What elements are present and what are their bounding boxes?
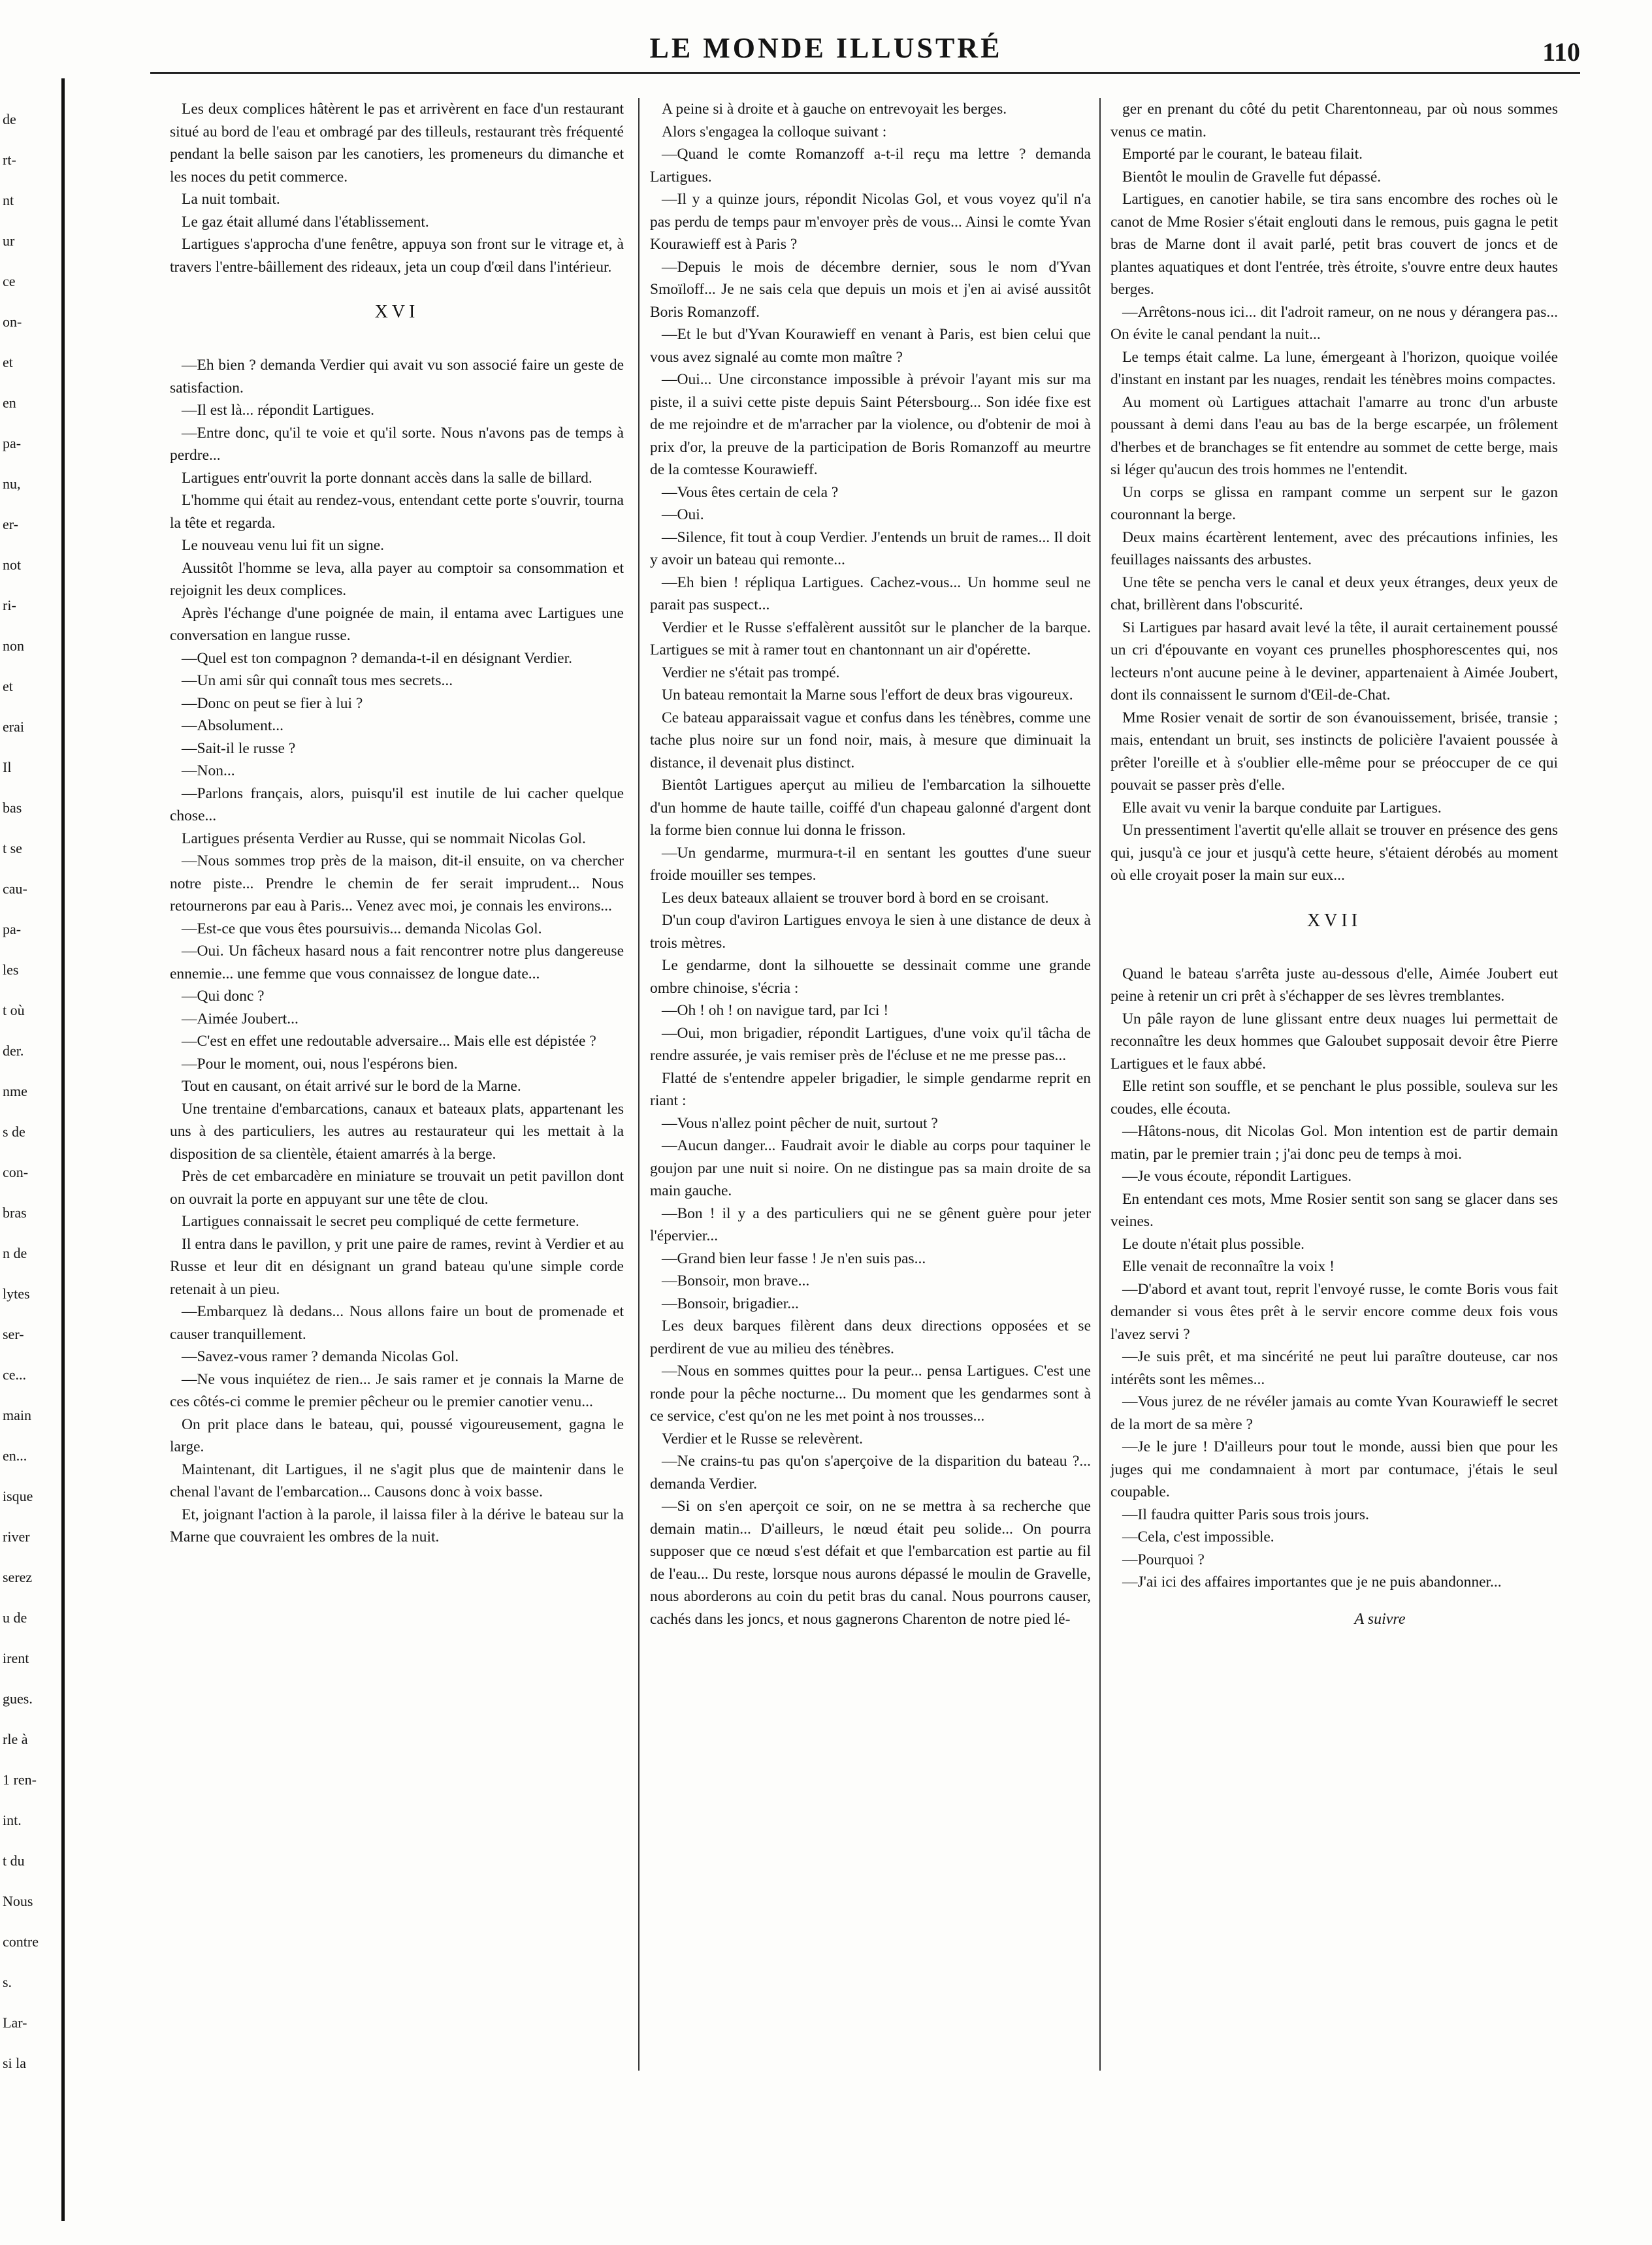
margin-fragment: nt <box>3 192 14 208</box>
header-rule <box>150 72 1580 74</box>
paragraph: Mme Rosier venait de sortir de son évanouissement, brisée, transie ; mais, entendant un bruit, ses instincts de policière l'avaient poussée à prêter l'oreille et à s'oublier elle-même pour se préoccuper de ce qui pouvait se passer près d'elle. <box>1110 709 1558 794</box>
paragraph: Un corps se glissa en rampant comme un serpent sur le gazon couronnant la berge. <box>1110 483 1558 523</box>
margin-fragment: nme <box>3 1083 27 1099</box>
margin-fragment: pa- <box>3 921 22 937</box>
paragraph: —Grand bien leur fasse ! Je n'en suis pas... <box>662 1250 926 1267</box>
margin-fragment: et <box>3 354 13 370</box>
margin-fragment: der. <box>3 1042 24 1059</box>
paragraph: Elle retint son souffle, et se penchant le plus possible, souleva sur les coudes, elle écouta. <box>1110 1078 1558 1118</box>
paragraph: —Vous jurez de ne révéler jamais au comte Yvan Kourawieff le secret de la mort de sa mère ? <box>1110 1393 1558 1433</box>
paragraph: Le gendarme, dont la silhouette se dessinait comme une grande ombre chinoise, s'écria : <box>650 957 1091 997</box>
margin-fragment: er- <box>3 516 18 532</box>
paragraph: Au moment où Lartigues attachait l'amarre au tronc d'un arbuste poussant à demi dans l'eau au bas de la berge escarpée, un frôlement d'herbes et de branchages se fit entendre au sommet de cette berge, mais si léger qu'aucun des trois hommes ne l'entendit. <box>1110 393 1558 478</box>
margin-fragment: ce <box>3 273 16 289</box>
margin-fragment: s. <box>3 1974 12 1990</box>
paragraph: —Entre donc, qu'il te voie et qu'il sorte. Nous n'avons pas de temps à perdre... <box>170 424 624 464</box>
paragraph: Flatté de s'entendre appeler brigadier, le simple gendarme reprit en riant : <box>650 1069 1091 1109</box>
margin-fragment: t se <box>3 840 22 856</box>
paragraph: Emporté par le courant, le bateau filait. <box>1122 146 1363 163</box>
paragraph: —Donc on peut se fier à lui ? <box>182 694 363 712</box>
paragraph: —Il est là... répondit Lartigues. <box>182 402 374 419</box>
paragraph: —Bonsoir, brigadier... <box>662 1295 799 1312</box>
margin-fragment: main <box>3 1407 31 1423</box>
paragraph: —Bon ! il y a des particuliers qui ne se gênent guère pour jeter l'épervier... <box>650 1204 1091 1244</box>
paragraph: —Arrêtons-nous ici... dit l'adroit rameur, on ne nous y dérangera pas... On évite le canal pendant la nuit... <box>1110 303 1558 343</box>
paragraph: En entendant ces mots, Mme Rosier sentit son sang se glacer dans ses veines. <box>1110 1190 1558 1230</box>
paragraph: —Pourquoi ? <box>1122 1551 1205 1568</box>
chapter-heading: XVII <box>1306 910 1362 931</box>
paragraph: Lartigues, en canotier habile, se tira sans encombre des roches où le canot de Mme Rosier s'était englouti dans le remous, puis gagna le petit bras de Marne dont il avait parlé, petit bras couvert de joncs et de plantes aquatiques et dont l'entrée, très étroite, s'ouvre entre deux hautes berges. <box>1110 191 1558 298</box>
paragraph: —Oui... Une circonstance impossible à prévoir l'ayant mis sur ma piste, il a suivi cette piste depuis Saint Pétersbourg... Son idée fixe est de me rejoindre et de m'arracher par la violence, ou d'obtenir de moi à prix d'or, la preuve de la participation de Boris Romanzoff au meurtre de la comtesse Kourawieff. <box>650 371 1091 478</box>
margin-fragment: Lar- <box>3 2014 27 2031</box>
margin-fragment: con- <box>3 1164 29 1180</box>
paragraph: Bientôt Lartigues aperçut au milieu de l'embarcation la silhouette d'un homme de haute taille, coiffé d'un chapeau galonné d'argent dont la forme bien connue lui donna le frisson. <box>650 777 1091 839</box>
binding-edge <box>61 78 65 2221</box>
paragraph: —Est-ce que vous êtes poursuivis... demanda Nicolas Gol. <box>182 920 542 937</box>
paragraph: —Aucun danger... Faudrait avoir le diable au corps pour taquiner le goujon par une nuit si noire. On ne distingue pas sa main droite de sa main gauche. <box>650 1137 1091 1199</box>
margin-fragment: contre <box>3 1933 39 1950</box>
paragraph: —J'ai ici des affaires importantes que je ne puis abandonner... <box>1122 1574 1502 1591</box>
paragraph: —Nous en sommes quittes pour la peur... pensa Lartigues. C'est une ronde pour la pêche nocturne... Du moment que les gendarmes sont à ce service, c'est qu'on ne les met point à nos trousses... <box>650 1363 1091 1425</box>
paragraph: Les deux barques filèrent dans deux directions opposées et se perdirent de vue au milieu des ténèbres. <box>650 1317 1091 1357</box>
paragraph: Il entra dans le pavillon, y prit une paire de rames, revint à Verdier et au Russe et leur dit en désignant un grand bateau qu'une simple corde retenait à un pieu. <box>170 1235 624 1298</box>
paragraph: Verdier et le Russe s'effalèrent aussitôt sur le plancher de la barque. Lartigues se mit à ramer tout en chantonnant un air d'opérette. <box>650 619 1091 658</box>
paragraph: —Eh bien ? demanda Verdier qui avait vu son associé faire un geste de satisfaction. <box>170 357 624 396</box>
paragraph: Un pâle rayon de lune glissant entre deux nuages lui permettait de reconnaître les deux hommes que Galoubet supposait devoir être Pierre Lartigues et le faux abbé. <box>1110 1010 1558 1073</box>
paragraph: —Sait-il le russe ? <box>182 739 296 757</box>
paragraph: Maintenant, dit Lartigues, il ne s'agit plus que de maintenir dans le chenal l'avant de l'embarcation... Causons donc à voix basse. <box>170 1461 624 1500</box>
margin-fragment: t du <box>3 1852 25 1869</box>
margin-fragment: ser- <box>3 1326 24 1342</box>
margin-fragment: gues. <box>3 1690 33 1707</box>
paragraph: —Depuis le mois de décembre dernier, sous le nom d'Yvan Smoïloff... Je ne sais cela que depuis un mois et j'en ai avisé aussitôt Boris Romanzoff. <box>650 258 1091 321</box>
paragraph: —Silence, fit tout à coup Verdier. J'entends un bruit de rames... Il doit y avoir un bateau qui remonte... <box>650 528 1091 568</box>
margin-fragment: river <box>3 1528 30 1545</box>
paragraph: Deux mains écartèrent lentement, avec des précautions infinies, les feuillages naissants des arbustes. <box>1110 528 1558 568</box>
margin-fragment: les <box>3 961 19 978</box>
paragraph: A peine si à droite et à gauche on entrevoyait les berges. <box>662 101 1007 118</box>
paragraph: On prit place dans le bateau, qui, poussé vigoureusement, gagna le large. <box>170 1415 624 1455</box>
margin-fragment: bas <box>3 799 22 816</box>
margin-fragment: t où <box>3 1002 25 1018</box>
paragraph: Aussitôt l'homme se leva, alla payer au comptoir sa consommation et rejoignit les deux complices. <box>170 559 624 599</box>
margin-fragment: s de <box>3 1123 25 1140</box>
paragraph: Près de cet embarcadère en miniature se trouvait un petit pavillon dont on ouvrait la porte en appuyant sur une tête de clou. <box>170 1168 624 1208</box>
paragraph: —Vous êtes certain de cela ? <box>662 483 839 501</box>
article-column-3 <box>1110 98 1558 1628</box>
paragraph: Elle avait vu venir la barque conduite par Lartigues. <box>1122 799 1442 816</box>
margin-fragment: cau- <box>3 880 27 897</box>
margin-fragment: en... <box>3 1447 27 1464</box>
paragraph: Lartigues présenta Verdier au Russe, qui se nommait Nicolas Gol. <box>182 830 586 847</box>
paragraph: Et, joignant l'action à la parole, il laissa filer à la dérive le bateau sur la Marne que couvraient les ombres de la nuit. <box>170 1506 624 1545</box>
paragraph: Un pressentiment l'avertit qu'elle allait se trouver en présence des gens qui, jusqu'à ce jour et jusqu'à cette heure, s'étaient dérobés au moment où elle croyait poser la main sur eux... <box>1110 822 1558 884</box>
margin-fragment: serez <box>3 1569 33 1585</box>
paragraph: —Un gendarme, murmura-t-il en sentant les gouttes d'une sueur froide mouiller ses tempes. <box>650 844 1091 884</box>
paragraph: —Oui, mon brigadier, répondit Lartigues, d'une voix qu'il tâcha de rendre assurée, je vais remiser près de l'écluse et ne me presse pas... <box>650 1024 1091 1064</box>
paragraph: —Je suis prêt, et ma sincérité ne peut lui paraître douteuse, car nos intérêts sont les mêmes... <box>1110 1348 1558 1388</box>
paragraph: —C'est en effet une redoutable adversaire... Mais elle est dépistée ? <box>182 1033 596 1050</box>
margin-fragment: si la <box>3 2055 27 2071</box>
paragraph: Si Lartigues par hasard avait levé la tête, il aurait certainement poussé un cri d'épouvante en voyant ces prunelles phosphorescentes qui, nos lecteurs n'ont aucune peine à le deviner, appartenaient à Aimée Joubert, dont ils connaissent le surnom d'Œil-de-Chat. <box>1110 619 1558 703</box>
paragraph: —Absolument... <box>182 717 284 734</box>
paragraph: —Vous n'allez point pêcher de nuit, surtout ? <box>662 1114 938 1132</box>
page-number: 110 <box>1542 37 1580 67</box>
paragraph: —Quand le comte Romanzoff a-t-il reçu ma lettre ? demanda Lartigues. <box>650 146 1091 186</box>
to-be-continued: A suivre <box>1354 1610 1406 1628</box>
margin-fragment: ce... <box>3 1366 27 1383</box>
paragraph: —Oui. <box>662 506 704 523</box>
paragraph: Lartigues s'approcha d'une fenêtre, appuya son front sur le vitrage et, à travers l'entre-bâillement des rideaux, jeta un coup d'œil dans l'intérieur. <box>170 236 624 276</box>
paragraph: —Il faudra quitter Paris sous trois jours. <box>1122 1506 1369 1523</box>
margin-fragment: int. <box>3 1812 22 1828</box>
paragraph: Lartigues connaissait le secret peu compliqué de cette fermeture. <box>182 1213 579 1230</box>
paragraph: Alors s'engagea la colloque suivant : <box>662 123 887 140</box>
paragraph: —Hâtons-nous, dit Nicolas Gol. Mon intention est de partir demain matin, par le premier train ; j'ai donc peu de temps à moi. <box>1110 1123 1558 1163</box>
article-column-1 <box>170 98 624 1549</box>
column-rule-2 <box>1099 98 1101 2071</box>
paragraph: —Il y a quinze jours, répondit Nicolas Gol, et vous voyez qu'il n'a pas perdu de temps paur m'envoyer près de vous... Ainsi le comte Yvan Kourawieff est à Paris ? <box>650 191 1091 253</box>
paragraph: —Qui donc ? <box>182 988 265 1005</box>
column-rule-1 <box>638 98 640 2071</box>
article-column-2 <box>650 98 1091 1630</box>
paragraph: —Ne crains-tu pas qu'on s'aperçoive de la disparition du bateau ?... demanda Verdier. <box>650 1453 1091 1493</box>
paragraph: —Oui. Un fâcheux hasard nous a fait rencontrer notre plus dangereuse ennemie... une femme que vous connaissez de longue date... <box>170 943 624 982</box>
margin-fragment: ri- <box>3 597 16 613</box>
paragraph: —Ne vous inquiétez de rien... Je sais ramer et je connais la Marne de ces côtés-ci comme le premier pêcheur ou le premier canotier venu... <box>170 1370 624 1410</box>
margin-fragment: de <box>3 111 16 127</box>
paragraph: ger en prenant du côté du petit Charentonneau, par où nous sommes venus ce matin. <box>1110 101 1558 140</box>
chapter-heading: XVI <box>374 302 419 322</box>
margin-fragment: u de <box>3 1609 27 1626</box>
paragraph: La nuit tombait. <box>182 191 280 208</box>
margin-fragment: nu, <box>3 476 21 492</box>
margin-fragment: ur <box>3 233 15 249</box>
margin-fragment: irent <box>3 1650 29 1666</box>
paragraph: —Parlons français, alors, puisqu'il est inutile de lui cacher quelque chose... <box>170 784 624 824</box>
paragraph: L'homme qui était au rendez-vous, entendant cette porte s'ouvrir, tourna la tête et regarda. <box>170 492 624 532</box>
paragraph: Le nouveau venu lui fit un signe. <box>182 537 384 554</box>
adjacent-page-fragment <box>0 111 59 2136</box>
masthead-title: LE MONDE ILLUSTRÉ <box>649 32 1003 64</box>
paragraph: —Un ami sûr qui connaît tous mes secrets... <box>182 672 453 689</box>
paragraph: Le gaz était allumé dans l'établissement. <box>182 213 429 231</box>
paragraph: Quand le bateau s'arrêta juste au-dessous d'elle, Aimée Joubert eut peine à retenir un cri prêt à s'échapper de ses lèvres tremblantes. <box>1110 965 1558 1005</box>
paragraph: —Cela, c'est impossible. <box>1122 1528 1274 1545</box>
paragraph: Un bateau remontait la Marne sous l'effort de deux bras vigoureux. <box>662 686 1073 703</box>
paragraph: —Et le but d'Yvan Kourawieff en venant à Paris, est bien celui que vous avez signalé au comte mon maître ? <box>650 326 1091 366</box>
paragraph: Une tête se pencha vers le canal et deux yeux étranges, deux yeux de chat, brillèrent dans l'obscurité. <box>1110 573 1558 613</box>
paragraph: —Je le jure ! D'ailleurs pour tout le monde, aussi bien que pour les juges qui me condamnaient à mort par contumace, j'étais le seul coupable. <box>1110 1438 1558 1500</box>
paragraph: Une trentaine d'embarcations, canaux et bateaux plats, appartenant les uns à des particuliers, les autres au restaurateur qui les mettait à la disposition de sa clientèle, étaient amarrés à la berge. <box>170 1100 624 1163</box>
paragraph: —Embarquez là dedans... Nous allons faire un bout de promenade et causer tranquillement. <box>170 1303 624 1343</box>
paragraph: —Si on s'en aperçoit ce soir, on ne se mettra à sa recherche que demain matin... D'ailleurs, le nœud était peu solide... On pourra supposer que ce nœud s'est défait et que l'embarcation est partie au fil de l'eau... Du reste, lorsque nous aurons dépassé le moulin de Gravelle, nous aborderons au coin du petit bras du canal. Nous pourrons causer, cachés dans les joncs, et nous gagnerons Charenton de notre pied lé- <box>650 1498 1091 1628</box>
margin-fragment: isque <box>3 1488 33 1504</box>
margin-fragment: lytes <box>3 1285 30 1302</box>
margin-fragment: rle à <box>3 1731 28 1747</box>
paragraph: —Savez-vous ramer ? demanda Nicolas Gol. <box>182 1348 459 1365</box>
paragraph: —Aimée Joubert... <box>182 1010 299 1027</box>
margin-fragment: en <box>3 395 16 411</box>
paragraph: —Oh ! oh ! on navigue tard, par Ici ! <box>662 1002 889 1019</box>
margin-fragment: et <box>3 678 13 694</box>
margin-fragment: not <box>3 557 22 573</box>
margin-fragment: Il <box>3 759 12 775</box>
paragraph: Après l'échange d'une poignée de main, il entama avec Lartigues une conversation en langue russe. <box>170 604 624 644</box>
margin-fragment: bras <box>3 1204 27 1221</box>
margin-fragment: non <box>3 638 24 654</box>
paragraph: —Nous sommes trop près de la maison, dit-il ensuite, on va chercher notre piste... Prendre le chemin de fer serait imprudent... Nous retournerons par eau à Paris... Venez avec moi, je connais les environs... <box>170 852 624 914</box>
paragraph: Les deux bateaux allaient se trouver bord à bord en se croisant. <box>662 889 1049 907</box>
paragraph: Le temps était calme. La lune, émergeant à l'horizon, quoique voilée d'instant en instant par les nuages, rendait les ténèbres moins compactes. <box>1110 348 1558 388</box>
paragraph: Elle venait de reconnaître la voix ! <box>1122 1258 1335 1275</box>
margin-fragment: pa- <box>3 435 22 451</box>
paragraph: Les deux complices hâtèrent le pas et arrivèrent en face d'un restaurant situé au bord de l'eau et ombragé par des tilleuls, restaurant très fréquenté pendant la belle saison par les canotiers, les promeneurs du dimanche et les noces du petit commerce. <box>170 101 624 186</box>
paragraph: Le doute n'était plus possible. <box>1122 1235 1305 1253</box>
margin-fragment: on- <box>3 314 22 330</box>
margin-fragment: Nous <box>3 1893 33 1909</box>
paragraph: —Je vous écoute, répondit Lartigues. <box>1122 1168 1352 1185</box>
margin-fragment: erai <box>3 719 24 735</box>
paragraph: —Non... <box>182 762 235 779</box>
paragraph: —D'abord et avant tout, reprit l'envoyé russe, le comte Boris vous fait demander si vous êtes prêt à le servir encore comme deux fois vous l'avez servi ? <box>1110 1280 1558 1343</box>
paragraph: Ce bateau apparaissait vague et confus dans les ténèbres, comme une tache plus noire sur un fond noir, mais, à mesure que diminuait la distance, il devenait plus distinct. <box>650 709 1091 771</box>
paragraph: D'un coup d'aviron Lartigues envoya le sien à une distance de deux à trois mètres. <box>650 912 1091 952</box>
paragraph: Verdier et le Russe se relevèrent. <box>662 1430 863 1447</box>
margin-fragment: n de <box>3 1245 27 1261</box>
paragraph: —Pour le moment, oui, nous l'espérons bien. <box>182 1055 458 1073</box>
paragraph: Tout en causant, on était arrivé sur le bord de la Marne. <box>182 1078 521 1095</box>
paragraph: —Quel est ton compagnon ? demanda-t-il en désignant Verdier. <box>182 649 572 667</box>
margin-fragment: rt- <box>3 152 16 168</box>
paragraph: —Eh bien ! répliqua Lartigues. Cachez-vous... Un homme seul ne parait pas suspect... <box>650 573 1091 613</box>
paragraph: Verdier ne s'était pas trompé. <box>662 664 840 681</box>
paragraph: Lartigues entr'ouvrit la porte donnant accès dans la salle de billard. <box>182 469 592 487</box>
paragraph: —Bonsoir, mon brave... <box>662 1272 810 1289</box>
margin-fragment: 1 ren- <box>3 1771 37 1788</box>
paragraph: Bientôt le moulin de Gravelle fut dépassé. <box>1122 168 1382 186</box>
